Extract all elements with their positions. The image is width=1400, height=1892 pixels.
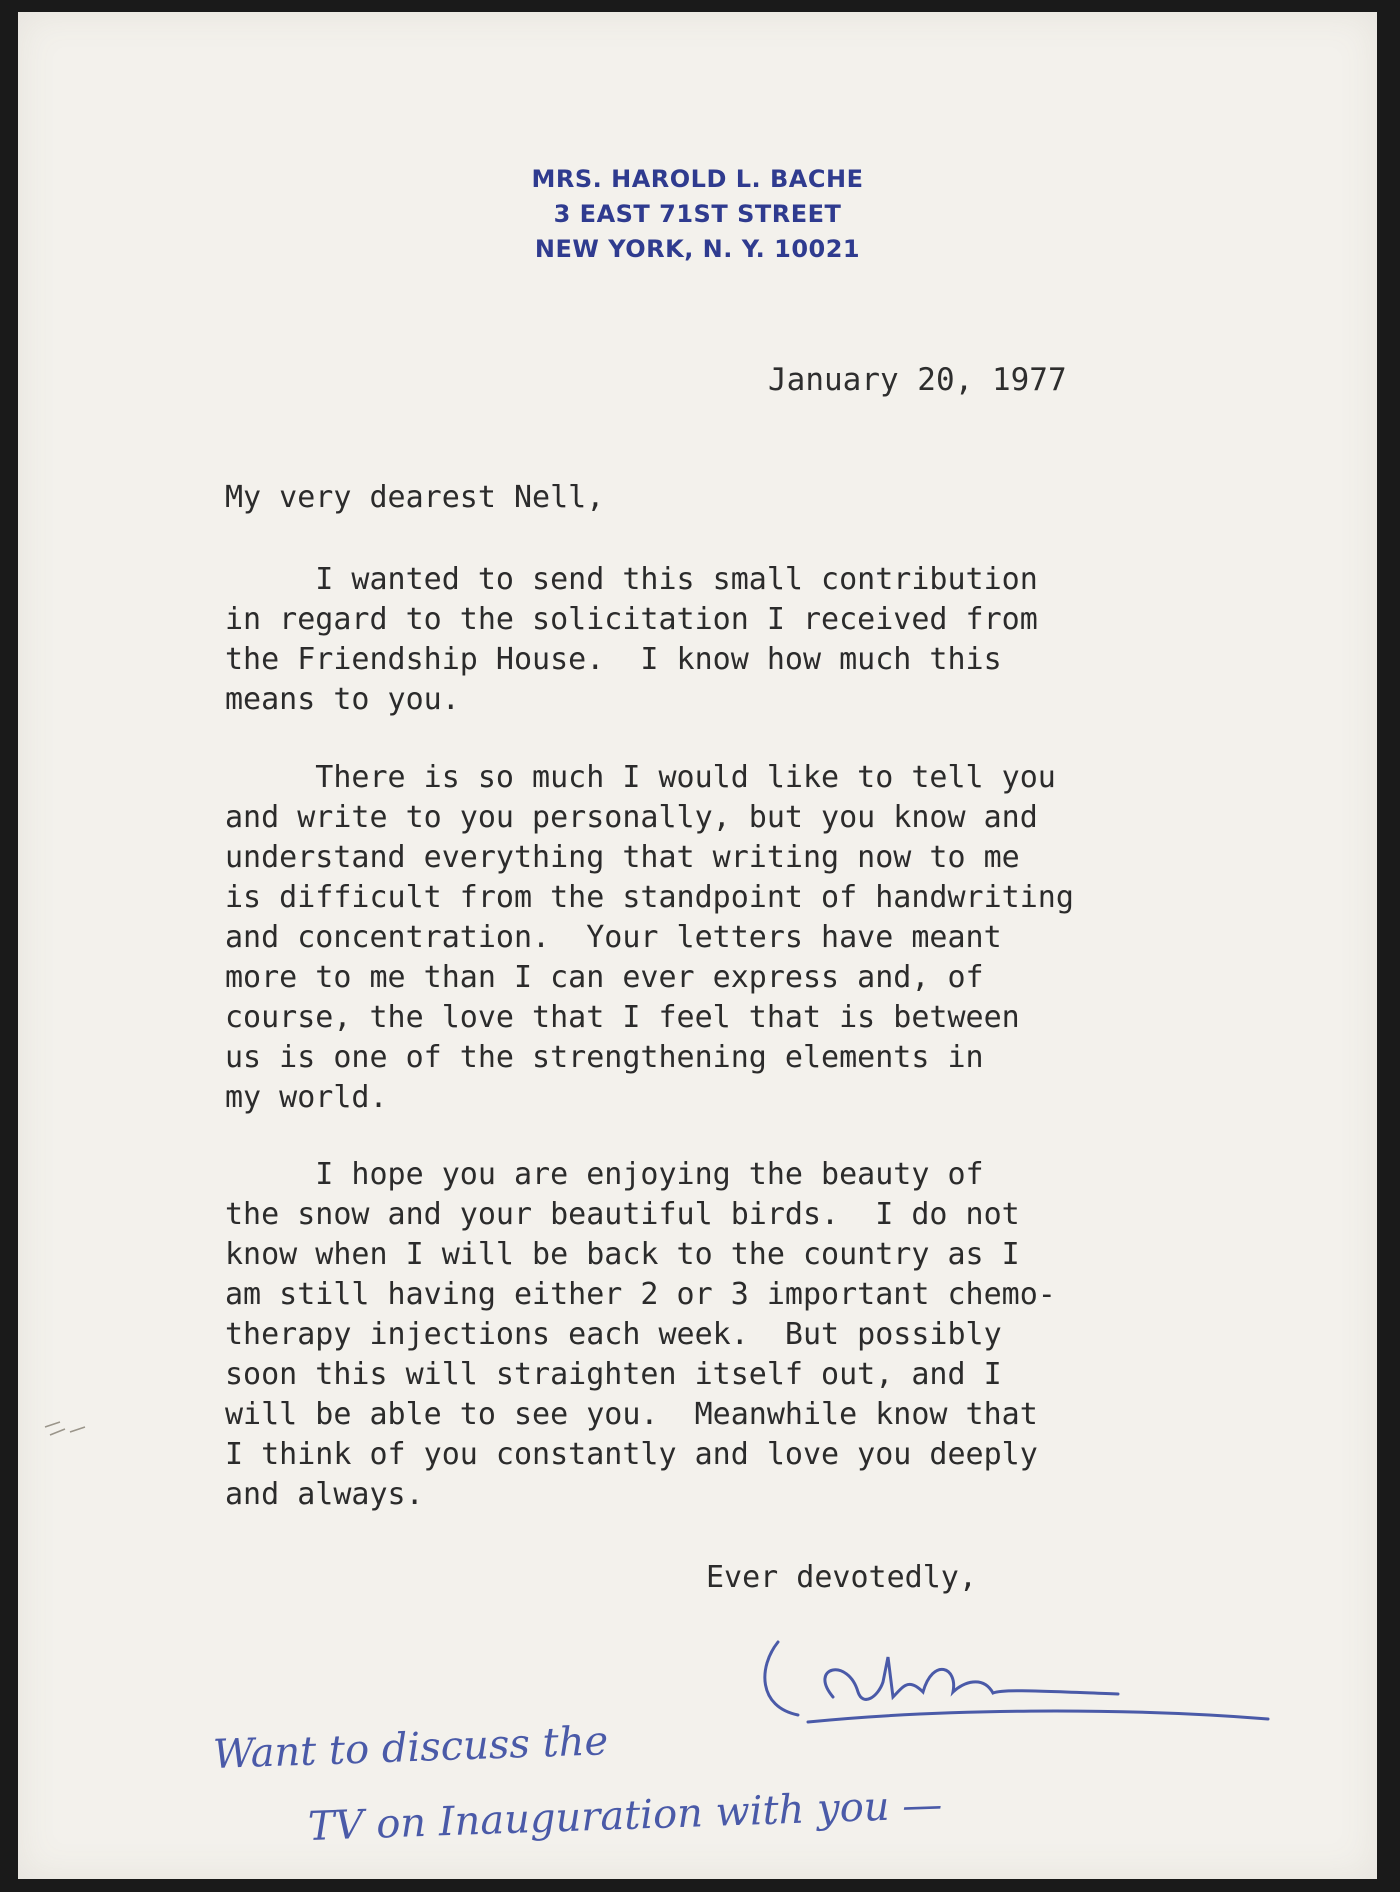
salutation: My very dearest Nell, (225, 480, 605, 515)
postscript-line-2: TV on Inauguration with you — (307, 1781, 943, 1850)
handwritten-signature (738, 1597, 1298, 1737)
paragraph-snow-birds: I hope you are enjoying the beauty of the snow and your beautiful birds. I do not know when I will be back to the country as I am still having either 2 or 3 important chemo- therapy injections each week. But possibly soon this will straighten itself out, and I will be able to see you. Meanwhile know that I think of you constantly and love you deeply and always. (225, 1157, 1056, 1512)
paragraph-contribution: I wanted to send this small contribution in regard to the solicitation I received from the Friendship House. I know how much this means to you. (225, 562, 1038, 717)
paper-scuff-mark (40, 1407, 100, 1447)
paragraph-personal: There is so much I would like to tell you and write to you personally, but you know and understand everything that writing now to me is difficult from the standpoint of handwriting and concentration. Your letters have meant more to me than I can ever express and, of course, the love that I feel that is between us is one of the strengthening elements in my world. (225, 760, 1074, 1115)
letter-date: January 20, 1977 (768, 362, 1067, 398)
letterhead-name: MRS. HAROLD L. BACHE (531, 165, 864, 193)
letterhead-city: NEW YORK, N. Y. 10021 (534, 235, 861, 263)
handwritten-postscript (212, 1718, 1273, 1872)
postscript-line-1: Want to discuss the (212, 1718, 609, 1778)
letter-page (18, 12, 1377, 1879)
letterhead (18, 162, 1377, 267)
closing: Ever devotedly, (706, 1560, 977, 1595)
letterhead-street: 3 EAST 71ST STREET (553, 200, 842, 228)
